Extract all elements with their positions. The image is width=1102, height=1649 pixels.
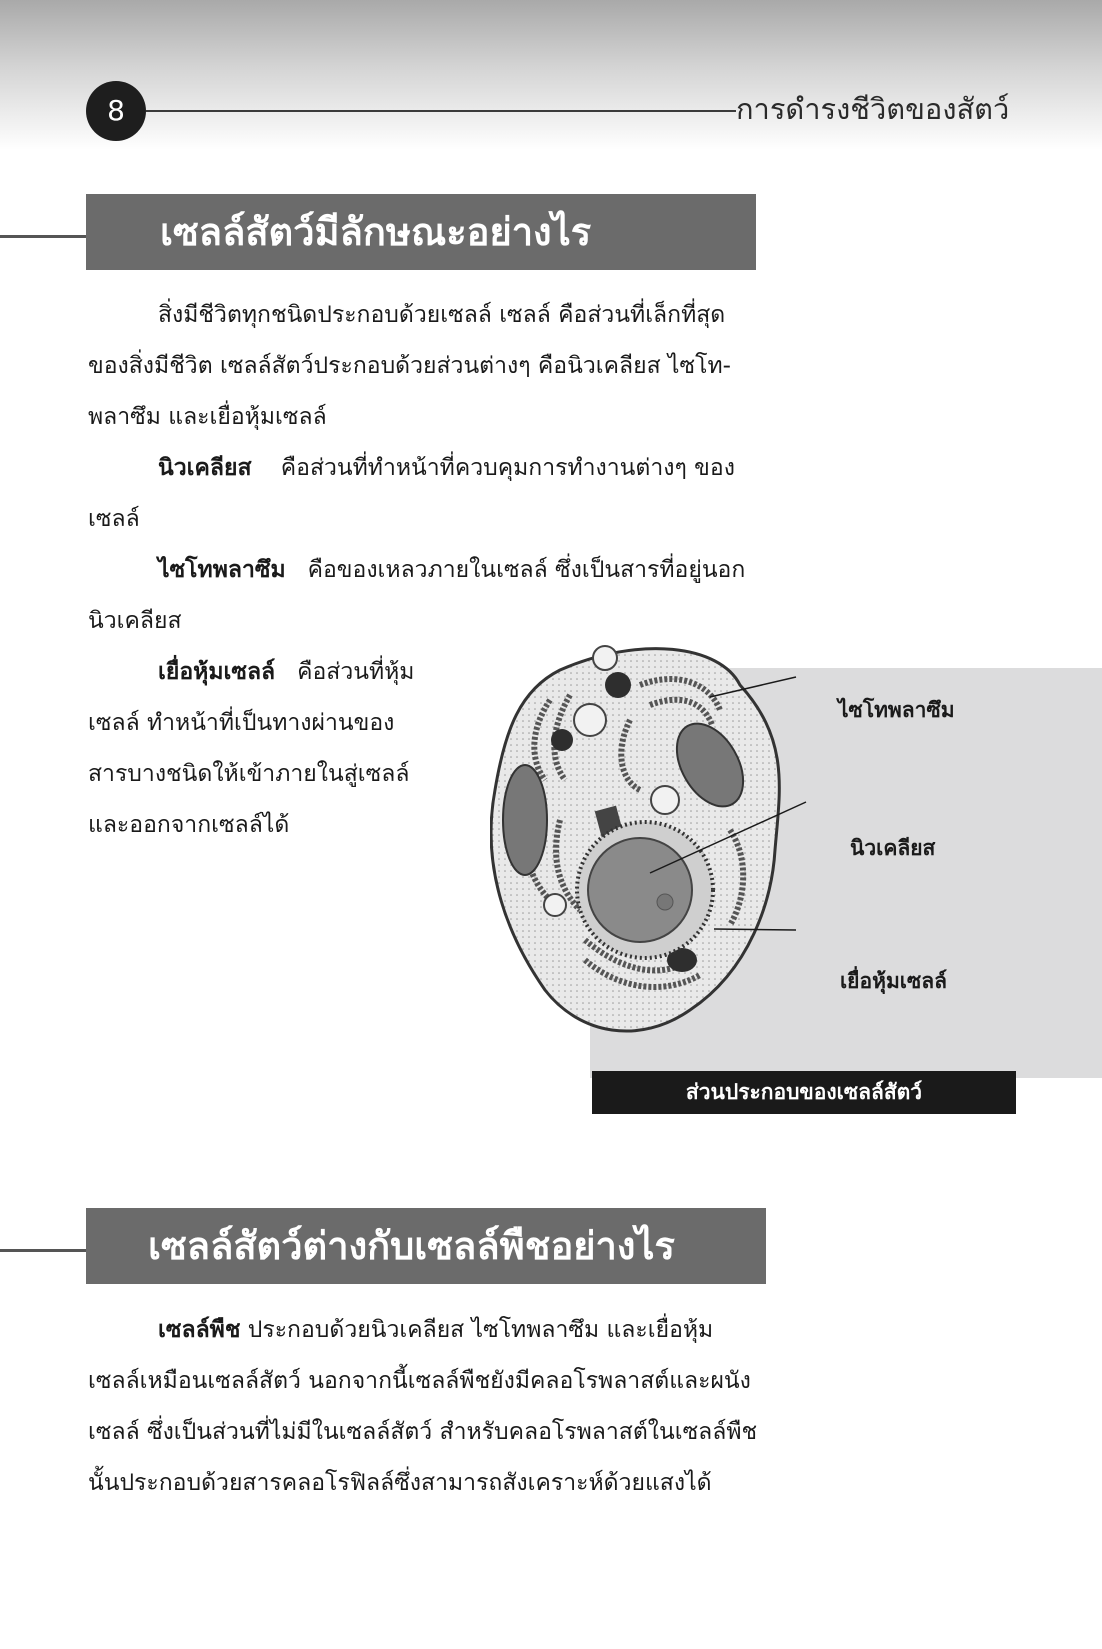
section1-intro-paragraph: สิ่งมีชีวิตทุกชนิดประกอบด้วยเซลล์ เซลล์ คือส่วนที่เล็กที่สุดของสิ่งมีชีวิต เซลล์สัตว์ประกอบด้วยส่วนต่างๆ คือนิวเคลียส ไซโท-พลาซึม และเยื่อหุ้มเซลล์ [88,302,731,430]
label-cell-membrane: เยื่อหุ้มเซลล์ [840,969,947,993]
nucleus-shape [588,838,692,942]
membrane-paragraph [88,647,428,851]
plant-cell-paragraph [88,1305,758,1509]
vacuole-3 [651,786,679,814]
nucleus-paragraph [88,443,758,545]
vacuole-2 [574,704,606,736]
label-cytoplasm: ไซโทพลาซึม [838,698,955,722]
animal-cell-diagram [490,640,1102,1060]
section1-heading: เซลล์สัตว์มีลักษณะอย่างไร [86,194,756,270]
cytoplasm-paragraph [88,545,758,647]
plant-cell-term: เซลล์พืช [158,1317,241,1343]
granule-1 [605,672,631,698]
vacuole-1 [593,646,617,670]
figure-caption: ส่วนประกอบของเซลล์สัตว์ [592,1071,1016,1114]
cytoplasm-term: ไซโทพลาซึม [158,557,286,583]
section2-heading: เซลล์สัตว์ต่างกับเซลล์พืชอย่างไร [86,1208,766,1284]
page-number: 8 [86,81,146,141]
nucleolus [657,894,673,910]
mitochondrion-1 [503,765,547,875]
nucleus-term: นิวเคลียส [158,455,252,481]
cytoplasm-definition: คือของเหลวภายในเซลล์ ซึ่งเป็นสารที่อยู่นอกนิวเคลียส [88,557,746,634]
nucleus-definition: คือส่วนที่ทำหน้าที่ควบคุมการทำงานต่างๆ ของเซลล์ [88,455,735,532]
section1-side-line [0,235,86,238]
vacuole-4 [544,894,566,916]
running-title: การดำรงชีวิตของสัตว์ [736,92,1010,126]
membrane-definition: คือส่วนที่หุ้มเซลล์ ทำหน้าที่เป็นทางผ่านของสารบางชนิดให้เข้าภายในสู่เซลล์และออกจากเซลล์ได้ [88,659,415,838]
membrane-term: เยื่อหุ้มเซลล์ [158,659,276,685]
pointer-membrane [714,929,796,930]
label-nucleus: นิวเคลียส [850,836,936,860]
plant-cell-text: ประกอบด้วยนิวเคลียส ไซโทพลาซึม และเยื่อหุ้มเซลล์เหมือนเซลล์สัตว์ นอกจากนี้เซลล์พืชยังมีคลอโรพลาสต์และผนังเซลล์ ซึ่งเป็นส่วนที่ไม่มีในเซลล์สัตว์ สำหรับคลอโรพลาสต์ในเซลล์พืชนั้นประกอบด้วยสารคลอโรฟิลล์ซึ่งสามารถสังเคราะห์ด้วยแสงได้ [88,1317,758,1496]
section2-side-line [0,1249,86,1252]
granule-2 [551,729,573,751]
header-rule [146,110,736,112]
